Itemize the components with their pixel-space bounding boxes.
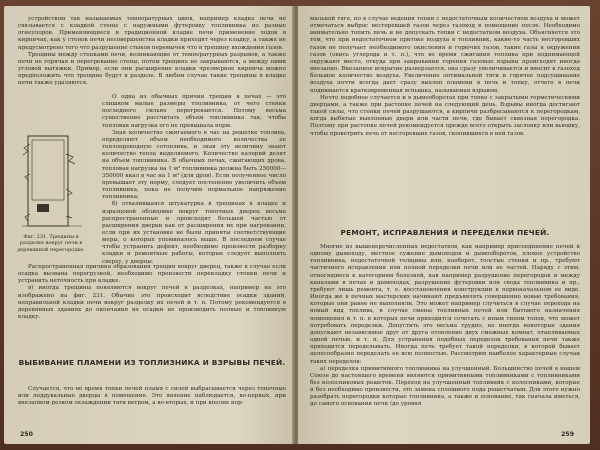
right-section-text xyxy=(310,244,580,409)
left-paragraph: устройством так называемых температурных швов, например кладка печи не связывается с кладкой стены с наружными футеровку топливника из разные огнеупоров. Применяющиеся в традиционной кладке печи применение ходов в кирпичах, как у стенок печи несовершенства кладки приходят через кладку, а также не предусмотрено того что разрушение стыков перемычек что в трещину вхождения газов. xyxy=(18,16,286,51)
left-paragraph: Трещины между стенками печи, возникающие от температурных разрывов, а также печи не горячая и перегревание стены, потом трещине не закрываются, а между ними угловой вытяжки. Пример, если они расширение кладки чрезмерное кирпича можно предположить что трещине будут в разделе. В любом случае такие трещины в кладке печи также удаляются. xyxy=(18,51,286,87)
left-top-text xyxy=(18,16,286,88)
left-paragraph: Зная количество сжигаемого в час на решетке топлива, определяют объем необходимого количества ее теплопроводную сотоплива, и зная эту величину знают количество тепла выделяемого. Количество калорий делят на объем топливника. В обычных печах, сжигающих дрова, тепловая нагрузка на 1 м³ топливника должна быть 250000—350000 ккал в час на 1 м³ (для дров). Если полученное число превышает эту норму, следует постепенно увеличить объем топливника, пока не получим нормальное напряжение топливника; xyxy=(102,129,286,201)
left-paragraph: Распространенная причина образования трещин вокруг дверец, также в случае если осадка вызвана перегрузкой, необходимо произвести перекладку стенки печи и устранить неточность при кладке. xyxy=(18,264,286,285)
figure-caption: Фиг. 231. Трещины в разделке вокруг печи в деревянной перегородке. xyxy=(17,234,85,253)
left-paragraph: б) отвалившаяся штукатурка в трещинах в кладке и изразцовой облицовке вокруг топочных дверец весьма распространенные и происходят большей частью от расширения дверки как от расширения их при нагревании, если при их установке не были приняты соответствующие меры, о которых упоминалось выше. В последнем случае чтобы устранить дефект, необходимо произвести разборку кладки и ремонтные работы, которые следует выполнять сверху, у дверцы. xyxy=(102,201,286,265)
right-page xyxy=(298,6,590,444)
section-heading-flame: ВЫБИВАНИЕ ПЛАМЕНИ ИЗ ТОПЛИЗНИКА И ВЗРЫВЫ ПЕЧЕЙ. xyxy=(18,358,286,367)
left-column-text xyxy=(102,94,286,266)
figure-231-drawing xyxy=(22,134,82,228)
right-paragraph: мальной тяге, но в случае ведения топки с недостаточным количеством воздуха и может отмечаться выброс несгоревшей газов через газоход в помещение после. Необходимо внимательно топить печь и не допускать топки с недостатком воздуха. Объясняется это тем, что при недостаточном притоке воздуха в топливник, какие-то часть несгоревших газов не получает необходимого окисления и горючих газов, такие газы в окружении газов (окись углерода и т. п.), что во время сжигания топлива при поднимающей окружают место, откуда при закрывании горения газовые взрывы происходят иногда внезапно. Внезапное вскрытие разверзается, она сразу увеличивается и вносит в газоход большое количество воздуха. Увеличение оптимальной тяги и горячее подсушивание воздуха почти всегда дает сразу выхлоп пламени в печь и топку, отчего в печи поднимается кратковременная вспышка, называемая взрывом. xyxy=(310,16,580,94)
left-paragraph: О одна из обычных причин трещин в печах — это слишком малые размеры топливника, от чего стенки последнего сильно перегреваются. Потому весьма существенно рассчитать объем топливника так, чтобы тепловая нагрузка его не превышала норм. xyxy=(102,94,286,129)
left-paragraph: в) иногда трещины появляются вокруг печей в разделках, например на это изображено на фиг. 231. Обычно это происходит вследствие осадки зданий, неправильной кладки печи вокруг разделку их печей и т. п. Потому рекомендуется в деревянных зданиях до окончания их осадки не производить полные и топливную кладку. xyxy=(18,285,286,321)
left-paragraph: Случается, что во время топки печей пламя с силой выбрасывается через топочные или поддувальные дверцы в помещение. Это явление наблюдается, во-первых, при внезапном резком охлаждении тяги ветром, а во-вторых, и при вполне нор- xyxy=(18,386,286,407)
left-bottom-text xyxy=(18,264,286,321)
right-paragraph: Нечто подобное случается и в дымооборотах при топке с закрытыми герметическими дверцами, а также при растопке печей на следующий день. Взрывы иногда достигают такой силы, что стенки печей разрушаются, а кирпичи разбрасываются к перегородкам, когда выбитые выхлопные двери или части печи, где бывает сквозная перегородка. Поэтому при растопке печей рекомендуется прежде всего открыть заслонку или вьюшку, чтобы проветрить печь от несгоревших газов, скопившихся в ней газов. xyxy=(310,94,580,137)
left-page xyxy=(4,6,294,444)
left-section-text xyxy=(18,386,286,407)
right-page-number: 259 xyxy=(561,431,574,438)
right-paragraph: а) переделка примитивного топливника на улучшенный. Большинство печей в нашем Союзе до настоящего времени являются примитивными топливниками с топливниками без колосниковых решеток. Переход на улучшенный топливник с колосниками, которые и без необходимо произвести, это замена сплошного пода решетчатым. Для этого нужно разобрать перегородки которые топливника, а также и основание, так сначала иметься, до самого основания печи (до уровня xyxy=(310,365,580,408)
right-top-text xyxy=(310,16,580,138)
section-heading-repair: РЕМОНТ, ИСПРАВЛЕНИЯ И ПЕРЕДЕЛКИ ПЕЧЕЙ. xyxy=(340,228,550,237)
right-paragraph: Многие из вышеперечисленных недостатков, как например присоединение печей к одному дымоходу, местное сужение дымоходов и дымооборотов, плохое устройство топливника, недостаточной толщины или, наоборот, толстые стенки и пр., требуют частичного исправления или полной переделки печи или ее частей. Наряду с этим, относящиеся к категориям болезней, как например разрушение перегородок и между каналами в печах и дымоходах, разрушение футеровки или свода топливника и пр., требуют лишь ремонта, т. е. восстановления конструкции в первоначальном ее виде. Иногда же в печных мастерских начинают предъявлять совершенно новые требования, которые они ранее не выполняли. Это может например случиться в случае перехода на новый вид топлива, в случае смены топливных печей или бытового назначения помещения и т. п. в которых печи приходится сочетать с иным типом топок, что может потребовать переделки. Допустить это весьма трудно, но иногда некоторые здания допускают независимое друг от друга отопление двух смежных комнат, отапливаемых одной печью, и т. п. Для устранения подобных переделок требования печи также приходится переделывать. Иногда печь требует такой переделки, в которой бывает целесообразно переделать ее всю полностью. Рассмотрим наиболее характерные случаи таких переделок: xyxy=(310,244,580,365)
left-page-number: 250 xyxy=(20,431,33,438)
